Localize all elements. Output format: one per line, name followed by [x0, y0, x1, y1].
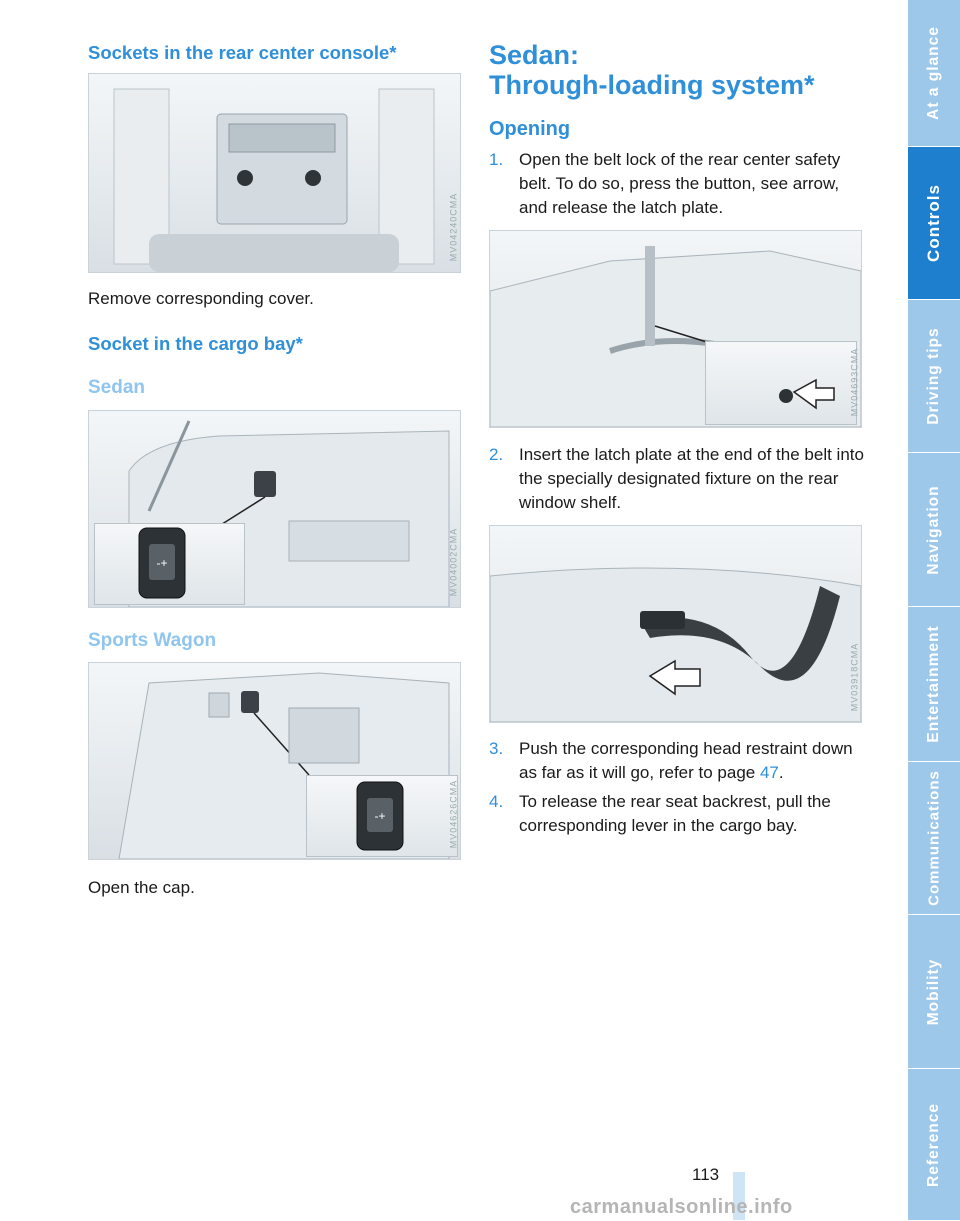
tab-entertainment[interactable]: Entertainment — [908, 607, 960, 762]
title-line-2: Through-loading system* — [489, 70, 815, 100]
socket-inset — [306, 775, 458, 857]
tab-driving-tips[interactable]: Driving tips — [908, 300, 960, 453]
step-text: Open the belt lock of the rear center safety belt. To do so, press the button, see arrow, and release the latch plate. — [519, 150, 841, 217]
latch-plate-illustration — [490, 526, 861, 722]
step-number: 4. — [489, 792, 504, 811]
figure-code: MV04626CMA — [448, 779, 459, 849]
figure-code: MV03918CMA — [849, 642, 860, 712]
section-heading-rear-console: Sockets in the rear center console* — [88, 42, 397, 63]
tab-communications[interactable]: Communications — [908, 762, 960, 915]
tab-mobility[interactable]: Mobility — [908, 915, 960, 1069]
page-reference-link[interactable]: 47 — [759, 763, 779, 782]
figure-code: MV04002CMA — [448, 527, 459, 597]
list-item — [489, 737, 869, 785]
step-text: To release the rear seat backrest, pull the corresponding lever in the cargo bay. — [519, 792, 831, 835]
wagon-cargo-figure — [88, 662, 461, 860]
step-number: 1. — [489, 150, 504, 169]
page-number: 113 — [692, 1165, 720, 1184]
svg-text:-+: -+ — [374, 809, 386, 823]
tab-at-a-glance[interactable]: At a glance — [908, 0, 960, 147]
tab-controls[interactable]: Controls — [908, 147, 960, 300]
tab-reference[interactable]: Reference — [908, 1069, 960, 1221]
step-text: Push the corresponding head restraint down as far as it will go, refer to page 47. — [519, 739, 853, 782]
caption-open-cap: Open the cap. — [88, 878, 195, 897]
list-item — [489, 148, 869, 220]
section-heading-cargo-socket: Socket in the cargo bay* — [88, 333, 303, 354]
page-title — [489, 40, 815, 100]
caption-remove-cover: Remove corresponding cover. — [88, 289, 314, 308]
sedan-cargo-figure — [88, 410, 461, 608]
list-item — [489, 790, 869, 838]
list-item — [489, 443, 869, 515]
belt-button-inset — [705, 341, 857, 425]
subheading-sports-wagon: Sports Wagon — [88, 630, 217, 651]
subheading-opening: Opening — [489, 118, 571, 140]
step-number: 3. — [489, 739, 504, 758]
rear-console-illustration — [89, 74, 460, 272]
step-text: Insert the latch plate at the end of the belt into the specially designated fixture on the rear window shelf. — [519, 445, 864, 512]
figure-code: MV04693CMA — [849, 347, 860, 417]
title-line-1: Sedan: — [489, 40, 580, 70]
figure-code: MV04240CMA — [448, 192, 459, 262]
belt-lock-figure — [489, 230, 862, 428]
socket-inset — [94, 523, 245, 605]
subheading-sedan: Sedan — [88, 377, 146, 398]
latch-plate-figure — [489, 525, 862, 723]
tab-navigation[interactable]: Navigation — [908, 453, 960, 607]
svg-text:-+: -+ — [156, 556, 168, 570]
step-number: 2. — [489, 445, 504, 464]
rear-console-figure — [88, 73, 461, 273]
watermark: carmanualsonline.info — [570, 1196, 793, 1218]
